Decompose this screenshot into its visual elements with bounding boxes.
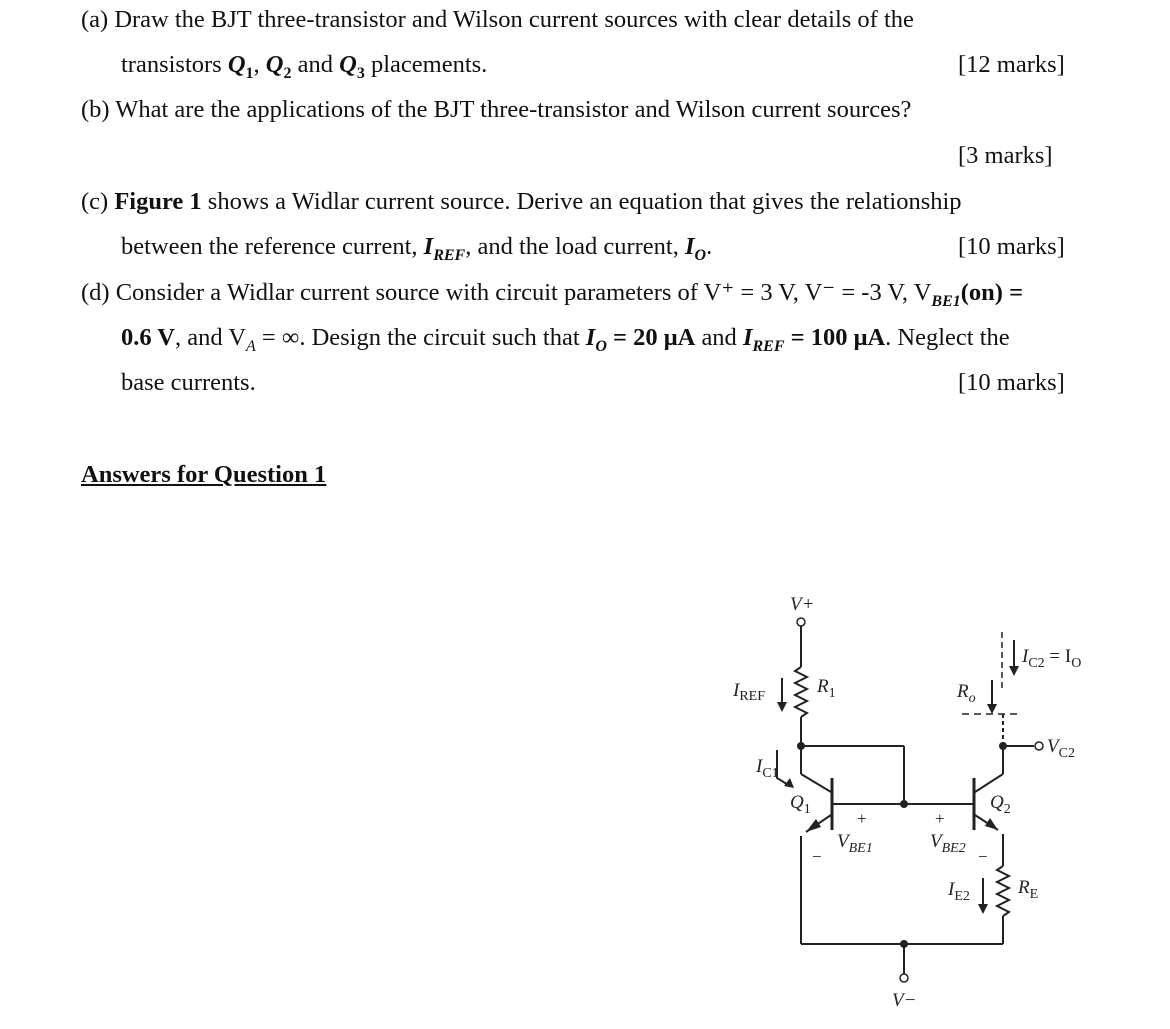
question-c-marks: [10 marks]: [958, 233, 1065, 260]
question-d-marks: [10 marks]: [958, 369, 1065, 396]
plus-vbe1: +: [857, 809, 867, 828]
label-ic1: $I_{C1}$: [756, 756, 779, 781]
minus-vbe2: −: [978, 847, 988, 866]
label-q2: $Q_2$: [990, 792, 1011, 817]
label-vbe1: $V_{BE1}$: [837, 831, 873, 856]
question-a-marks: [12 marks]: [958, 51, 1065, 78]
vplus-terminal: [797, 618, 805, 626]
label-vc2: $V_{C2}$: [1047, 736, 1075, 761]
label-vminus: V−: [892, 990, 917, 1011]
question-c-line1: (c) Figure 1 shows a Widlar current source. Derive an equation that gives the relationship: [81, 188, 962, 215]
label-vplus: V+: [790, 594, 815, 615]
question-d-line1: (d) Consider a Widlar current source with circuit parameters of V⁺ = 3 V, V⁻ = -3 V, $V_{BE1}(on)$ =: [81, 279, 1024, 310]
minus-vbe1: −: [812, 847, 822, 866]
label-iref: $I_{REF}$: [733, 680, 766, 704]
question-c-line2: between the reference current, $I_{REF}$, and the load current, $I_O$.: [121, 233, 713, 264]
answers-heading: Answers for Question 1: [81, 461, 327, 488]
label-re: $R_E$: [1018, 877, 1039, 902]
r1-resistor: [795, 667, 807, 717]
question-b-line1: (b) What are the applications of the BJT three-transistor and Wilson current sources?: [81, 96, 912, 123]
label-ro: $R_o$: [957, 681, 976, 706]
plus-vbe2: +: [935, 809, 945, 828]
label-ie2: $I_{E2}$: [948, 879, 970, 904]
question-d-line3: base currents.: [121, 369, 256, 396]
question-d-line2: 0.6 V, and $V_A$ = ∞. Design the circuit such that $I_O = 20$ μA and $I_{REF} = 100$ μA. Neglect the: [121, 324, 1010, 355]
question-b-marks: [3 marks]: [958, 142, 1053, 169]
label-ic2-eq: $I_{C2} = I_O$: [1022, 646, 1082, 671]
vc2-terminal: [1035, 742, 1043, 750]
label-q1: $Q_1$: [790, 792, 811, 817]
re-resistor: [997, 866, 1009, 916]
label-vbe2: $V_{BE2}$: [930, 831, 966, 856]
vminus-terminal: [900, 974, 908, 982]
label-r1: $R_1$: [817, 676, 836, 701]
question-a-line1: (a) Draw the BJT three-transistor and Wilson current sources with clear details of the: [81, 6, 914, 33]
question-a-line2: transistors $Q_1$, $Q_2$ and $Q_3$ placements.: [121, 51, 488, 82]
